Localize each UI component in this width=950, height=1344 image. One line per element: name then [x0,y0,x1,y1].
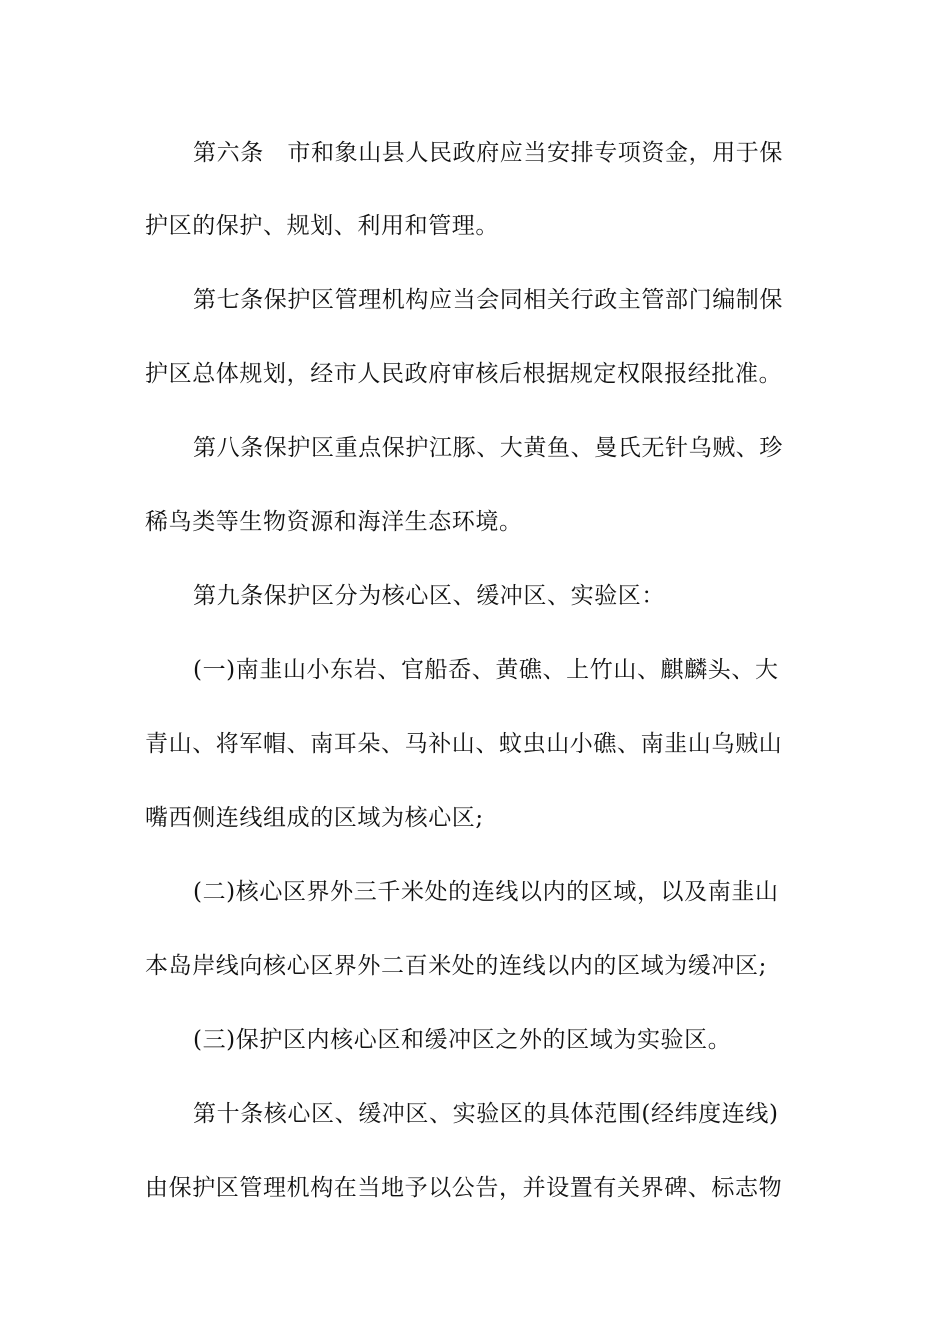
clause-2-line-1: (二)核心区界外三千米处的连线以内的区域，以及南韭山 [193,879,779,905]
article-10-line-2: 由保护区管理机构在当地予以公告，并设置有关界碑、标志物 [145,1175,783,1201]
article-10-line-1: 第十条核心区、缓冲区、实验区的具体范围(经纬度连线) [193,1101,779,1127]
clause-1-line-2: 青山、将军帽、南耳朵、马补山、蚊虫山小礁、南韭山乌贼山 [145,731,783,757]
article-7-line-2: 护区总体规划，经市人民政府审核后根据规定权限报经批准。 [145,361,783,387]
article-6-line-2: 护区的保护、规划、利用和管理。 [145,213,499,239]
clause-2-line-2: 本岛岸线向核心区界外二百米处的连线以内的区域为缓冲区; [145,953,767,979]
clause-1-line-1: (一)南韭山小东岩、官船岙、黄礁、上竹山、麒麟头、大 [193,657,779,683]
article-7-line-1: 第七条保护区管理机构应当会同相关行政主管部门编制保 [193,287,783,313]
article-6-line-1: 第六条 市和象山县人民政府应当安排专项资金，用于保 [193,140,783,166]
clause-3-line-1: (三)保护区内核心区和缓冲区之外的区域为实验区。 [193,1027,732,1053]
article-8-line-1: 第八条保护区重点保护江豚、大黄鱼、曼氏无针乌贼、珍 [193,435,783,461]
article-9-line-1: 第九条保护区分为核心区、缓冲区、实验区： [193,583,665,609]
article-8-line-2: 稀鸟类等生物资源和海洋生态环境。 [145,509,523,535]
clause-1-line-3: 嘴西侧连线组成的区域为核心区; [145,805,484,831]
